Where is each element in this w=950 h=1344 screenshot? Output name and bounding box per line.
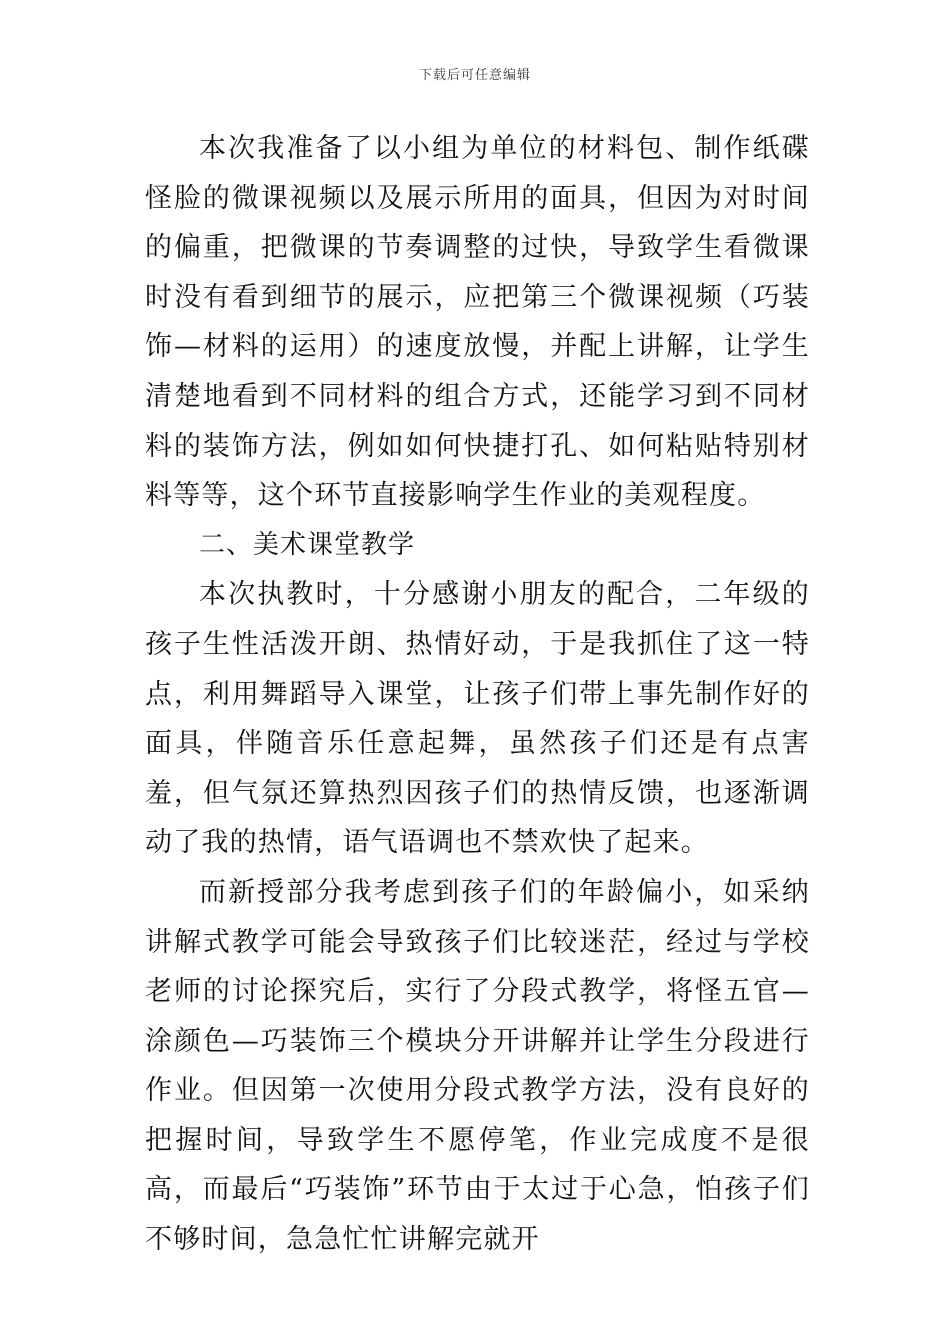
- paragraph-new-content: 而新授部分我考虑到孩子们的年龄偏小，如采纳讲解式教学可能会导致孩子们比较迷茫，经过与学校老师的讨论探究后，实行了分段式教学，将怪五官—涂颜色—巧装饰三个模块分开讲解并让学生分段进行作业。但因第一次使用分段式教学方法，没有良好的把握时间，导致学生不愿停笔，作业完成度不是很高，而最后“巧装饰”环节由于太过于心急，怕孩子们不够时间，急急忙忙讲解完就开: [145, 876, 810, 1256]
- page-header: 下载后可任意编辑: [418, 68, 531, 83]
- section-heading: 二、美术课堂教学: [199, 529, 416, 560]
- document-body: [145, 124, 810, 1265]
- paragraph-materials: 本次我准备了以小组为单位的材料包、制作纸碟怪脸的微课视频以及展示所用的面具，但因为对时间的偏重，把微课的节奏调整的过快，导致学生看微课时没有看到细节的展示，应把第三个微课视频（巧装饰—材料的运用）的速度放慢，并配上讲解，让学生清楚地看到不同材料的组合方式，还能学习到不同材料的装饰方法，例如如何快捷打孔、如何粘贴特别材料等等，这个环节直接影响学生作业的美观程度。: [145, 133, 810, 512]
- paragraph-teaching: 本次执教时，十分感谢小朋友的配合，二年级的孩子生性活泼开朗、热情好动，于是我抓住了这一特点，利用舞蹈导入课堂，让孩子们带上事先制作好的面具，伴随音乐任意起舞，虽然孩子们还是有点害羞，但气氛还算热烈因孩子们的热情反馈，也逐渐调动了我的热情，语气语调也不禁欢快了起来。: [145, 579, 810, 859]
